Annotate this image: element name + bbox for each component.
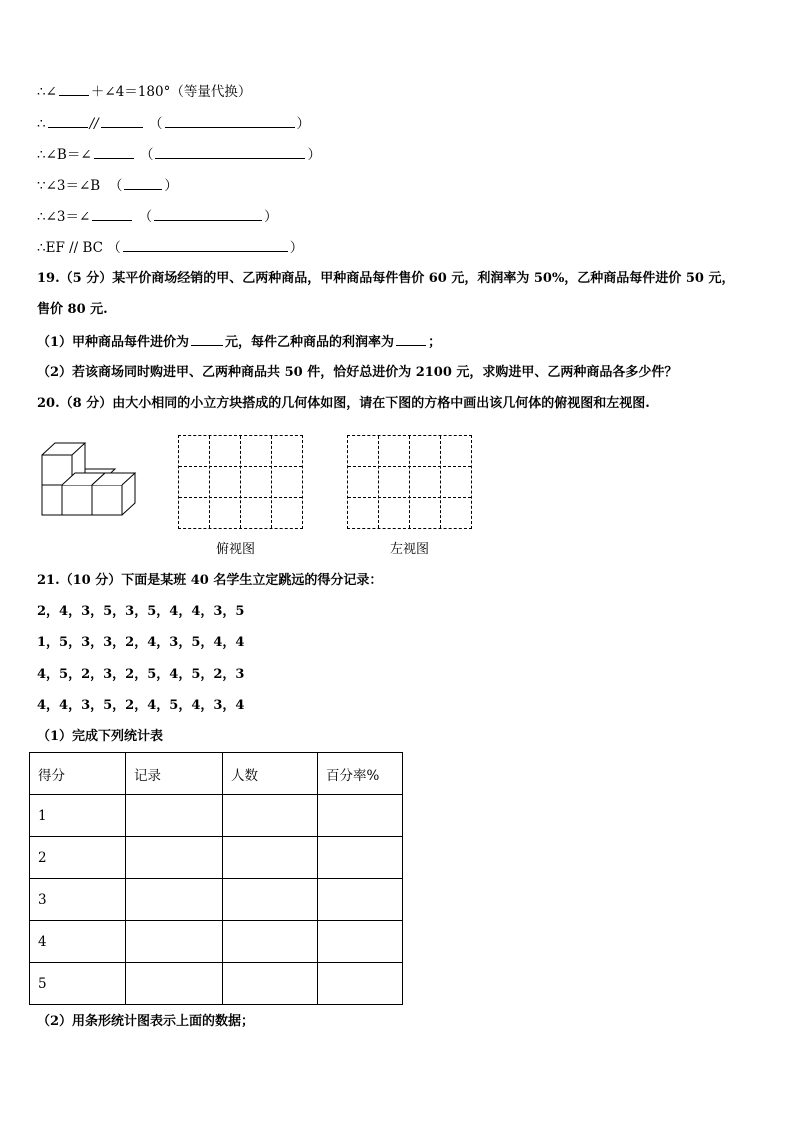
- reason-blank[interactable]: [154, 207, 262, 221]
- parallel-symbol: //: [89, 116, 99, 132]
- answer-blank[interactable]: [94, 145, 134, 159]
- cube-face: [92, 485, 122, 515]
- record-cell[interactable]: [126, 879, 223, 921]
- score-row: 4，4，3，5，2，4，5，4，3，4: [37, 698, 245, 713]
- top-view-caption: 俯视图: [216, 542, 256, 557]
- table-row: [30, 879, 403, 921]
- cube-top: [42, 443, 85, 455]
- score-cell: 3: [30, 879, 126, 921]
- proof-line-1: [37, 82, 251, 101]
- answer-blank[interactable]: [101, 114, 143, 128]
- count-cell[interactable]: [223, 921, 318, 963]
- proof-text: （: [107, 240, 121, 256]
- count-cell[interactable]: [223, 879, 318, 921]
- count-cell[interactable]: [223, 795, 318, 837]
- answer-blank[interactable]: [59, 82, 89, 96]
- table-header-row: [30, 753, 403, 795]
- score-row: 1，5，3，3，2，4，3，5，4，4: [37, 635, 245, 650]
- answer-blank[interactable]: [48, 114, 88, 128]
- percent-cell[interactable]: [318, 963, 403, 1005]
- count-cell[interactable]: [223, 837, 318, 879]
- reason-blank[interactable]: [124, 176, 162, 190]
- proof-text: （: [149, 116, 163, 132]
- proof-text: ）: [296, 116, 310, 132]
- answer-blank[interactable]: [92, 207, 132, 221]
- q19-part-2: （2）若该商场同时购进甲、乙两种商品共 50 件，恰好总进价为 2100 元，求购进甲、乙两种商品各多少件？: [37, 365, 678, 380]
- proof-line-2: [37, 114, 310, 133]
- table-row: [30, 837, 403, 879]
- reason-blank[interactable]: [123, 238, 288, 252]
- score-cell: 1: [30, 795, 126, 837]
- q21-part-1: （1）完成下列统计表: [37, 729, 164, 744]
- q21-text: 21.（10 分）下面是某班 40 名学生立定跳远的得分记录：: [37, 573, 383, 588]
- proof-line-6: [37, 238, 303, 257]
- percent-cell[interactable]: [318, 921, 403, 963]
- proof-text: ∴∠B＝∠: [37, 147, 92, 163]
- record-cell[interactable]: [126, 837, 223, 879]
- proof-text: ∴: [37, 116, 46, 132]
- cube-face: [62, 485, 92, 515]
- proof-line-3: [37, 145, 321, 164]
- percent-cell[interactable]: [318, 795, 403, 837]
- answer-blank[interactable]: [396, 332, 426, 346]
- percent-cell[interactable]: [318, 837, 403, 879]
- header-record: 记录: [126, 753, 223, 795]
- proof-text: ）: [264, 209, 278, 225]
- answer-blank[interactable]: [191, 332, 223, 346]
- left-view-grid[interactable]: [347, 435, 472, 529]
- header-percent: 百分率%: [318, 753, 403, 795]
- statistics-table: [29, 752, 403, 1005]
- proof-text: ）: [289, 240, 304, 256]
- proof-text: ＋∠4＝180°（等量代换）: [90, 84, 252, 100]
- cube-figure: [38, 438, 142, 520]
- proof-text: （: [139, 147, 154, 163]
- proof-text: ∴∠3＝∠: [37, 209, 91, 225]
- score-row: 4，5，2，3，2，5，4，5，2，3: [37, 667, 245, 682]
- table-row: [30, 795, 403, 837]
- proof-text: （: [108, 178, 123, 194]
- proof-text: ∴∠: [37, 84, 57, 100]
- proof-line-5: [37, 207, 278, 226]
- score-row: 2，4，3，5，3，5，4，4，3，5: [37, 604, 245, 619]
- reason-blank[interactable]: [165, 114, 295, 128]
- proof-text: ∴EF // BC: [37, 240, 103, 256]
- reason-blank[interactable]: [155, 145, 305, 159]
- record-cell[interactable]: [126, 963, 223, 1005]
- score-cell: 5: [30, 963, 126, 1005]
- proof-text: ）: [164, 178, 178, 194]
- q21-part-2: （2）用条形统计图表示上面的数据；: [37, 1014, 255, 1029]
- proof-text: ）: [307, 147, 321, 163]
- q19-text: （1）甲种商品每件进价为: [37, 335, 190, 350]
- record-cell[interactable]: [126, 921, 223, 963]
- top-view-grid[interactable]: [178, 435, 303, 529]
- q19-part-1: [37, 332, 441, 352]
- proof-line-4: [37, 176, 178, 195]
- header-count: 人数: [223, 753, 318, 795]
- left-view-caption: 左视图: [390, 542, 430, 557]
- table-row: [30, 921, 403, 963]
- q20-text: 20.（8 分）由大小相同的小立方块搭成的几何体如图，请在下图的方格中画出该几何体的俯视图和左视图.: [37, 396, 650, 411]
- proof-text: ∵∠3＝∠B: [37, 178, 101, 194]
- record-cell[interactable]: [126, 795, 223, 837]
- score-cell: 2: [30, 837, 126, 879]
- table-row: [30, 963, 403, 1005]
- q19-line-1: 19.（5 分）某平价商场经销的甲、乙两种商品，甲种商品每件售价 60 元，利润率为 50%，乙种商品每件进价 50 元，: [37, 271, 735, 286]
- q19-text: 元，每件乙种商品的利润率为: [225, 335, 395, 350]
- header-score: 得分: [30, 753, 126, 795]
- proof-text: （: [138, 209, 153, 225]
- count-cell[interactable]: [223, 963, 318, 1005]
- score-cell: 4: [30, 921, 126, 963]
- percent-cell[interactable]: [318, 879, 403, 921]
- q19-text: ；: [428, 335, 442, 350]
- q19-line-2: 售价 80 元.: [37, 302, 108, 317]
